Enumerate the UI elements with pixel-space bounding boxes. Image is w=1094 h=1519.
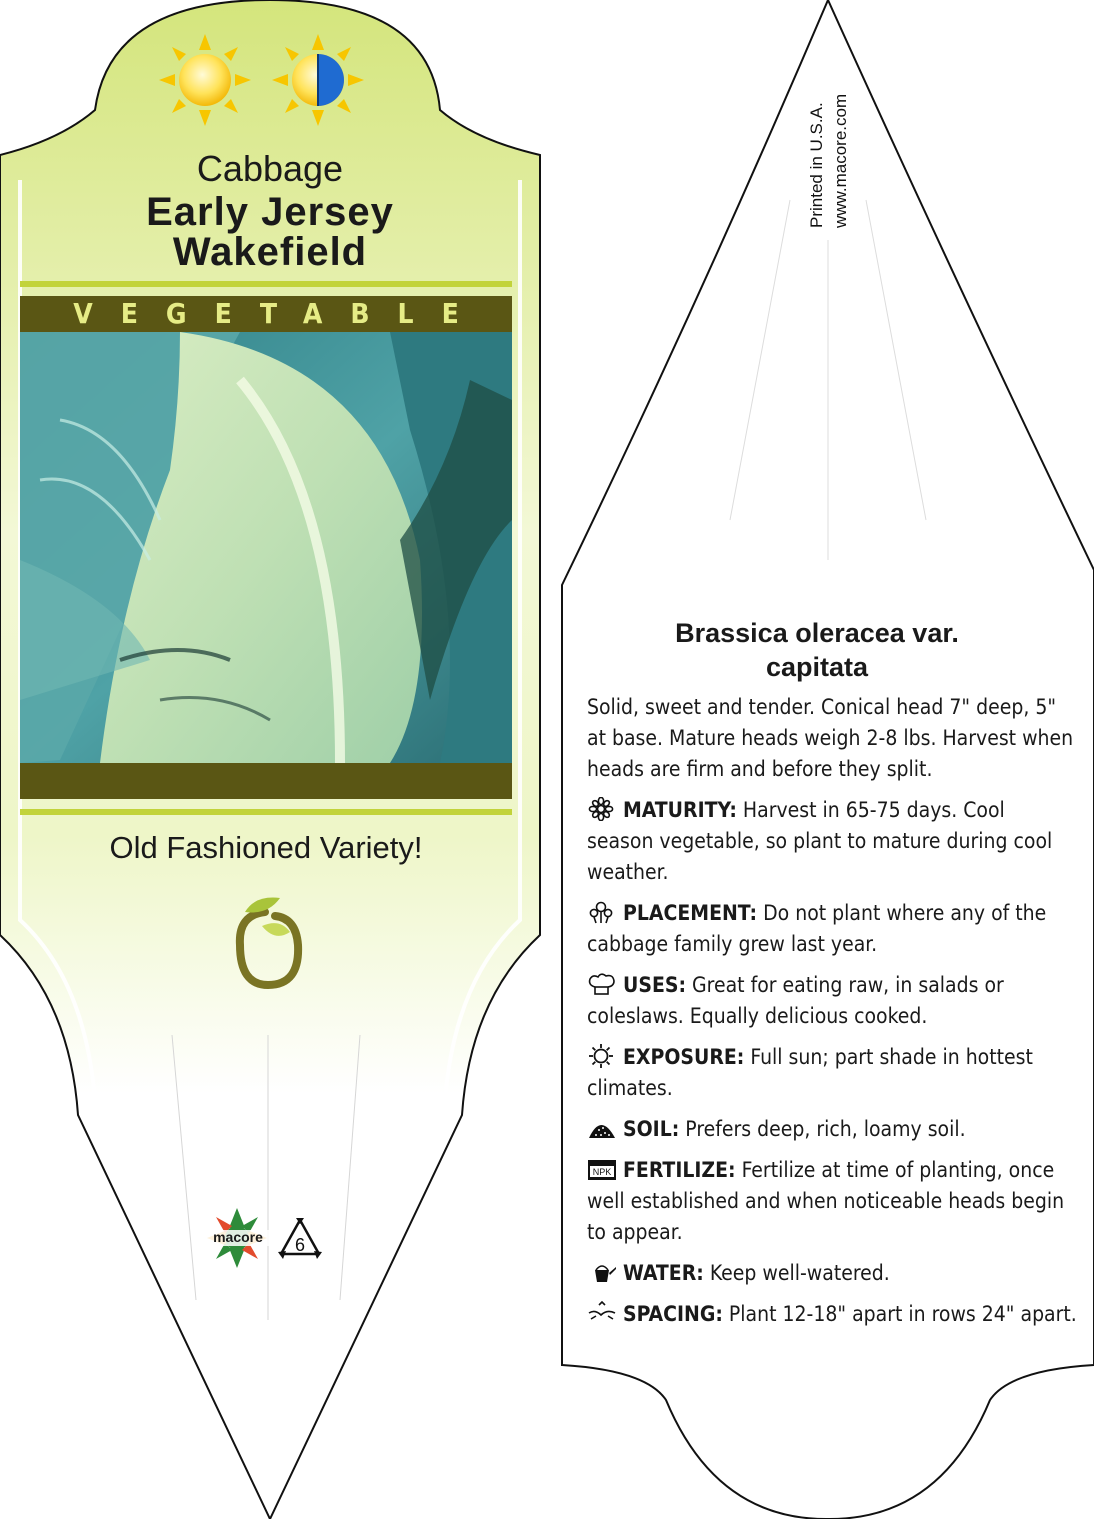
care-text: Harvest in 65-75 days. Cool season vegetable, so plant to mature during cool weather. bbox=[587, 798, 1053, 884]
care-maturity bbox=[587, 795, 1077, 888]
flower-icon bbox=[587, 797, 617, 821]
crop-name: Cabbage bbox=[196, 148, 344, 189]
care-label: SOIL: bbox=[623, 1117, 680, 1141]
plants-icon bbox=[587, 900, 617, 924]
website: www.macore.com bbox=[831, 93, 850, 228]
care-text: Prefers deep, rich, loamy soil. bbox=[685, 1117, 966, 1141]
back-info bbox=[587, 616, 1077, 1340]
variety-name-line2: Wakefield bbox=[172, 230, 368, 274]
care-label: WATER: bbox=[623, 1261, 704, 1285]
care-label: FERTILIZE: bbox=[623, 1158, 736, 1182]
care-text: Full sun; part shade in hottest climates. bbox=[587, 1045, 1033, 1100]
sun-outline-icon bbox=[587, 1044, 617, 1068]
botanical-name-line2: capitata bbox=[765, 652, 869, 682]
care-label: USES: bbox=[623, 973, 687, 997]
variety-name-line1: Early Jersey bbox=[146, 190, 394, 234]
chef-hat-icon bbox=[587, 972, 617, 996]
part-sun-icon bbox=[272, 34, 364, 126]
care-fertilize bbox=[587, 1155, 1077, 1248]
care-soil bbox=[587, 1114, 1077, 1145]
printed-in: Printed in U.S.A. bbox=[807, 102, 826, 228]
care-placement bbox=[587, 898, 1077, 960]
care-spacing bbox=[587, 1299, 1077, 1330]
care-text: Keep well-watered. bbox=[709, 1261, 890, 1285]
care-label: EXPOSURE: bbox=[623, 1045, 745, 1069]
spacing-arrows-icon bbox=[587, 1301, 617, 1325]
care-label: PLACEMENT: bbox=[623, 901, 758, 925]
care-text: Fertilize at time of planting, once well established and when noticeable heads begin to appear. bbox=[587, 1158, 1065, 1244]
care-water bbox=[587, 1258, 1077, 1289]
botanical-name-line1: Brassica oleracea var. bbox=[675, 618, 959, 648]
print-info bbox=[805, 94, 853, 228]
cabbage-photo bbox=[20, 332, 512, 763]
soil-pile-icon bbox=[587, 1116, 617, 1140]
description: Solid, sweet and tender. Conical head 7" deep, 5" at base. Mature heads weigh 2-8 lbs. Harvest when heads are firm and before they split. bbox=[587, 695, 1074, 781]
care-uses bbox=[587, 970, 1077, 1032]
watering-can-icon bbox=[587, 1260, 617, 1284]
full-sun-icon bbox=[159, 34, 251, 126]
npk-icon bbox=[587, 1157, 617, 1181]
care-text: Great for eating raw, in salads or coleslaws. Equally delicious cooked. bbox=[587, 973, 1004, 1028]
tagline: Old Fashioned Variety! bbox=[109, 830, 423, 865]
care-exposure bbox=[587, 1042, 1077, 1104]
care-label: MATURITY: bbox=[623, 798, 737, 822]
npk-label: NPK bbox=[592, 1167, 612, 1177]
photo-bottom-band bbox=[20, 763, 512, 799]
care-text: Plant 12-18" apart in rows 24" apart. bbox=[728, 1302, 1077, 1326]
recycle-number: 6 bbox=[294, 1235, 305, 1255]
care-label: SPACING: bbox=[623, 1302, 723, 1326]
brand-name: macore bbox=[213, 1229, 263, 1245]
category-label: VEGETABLE bbox=[73, 297, 487, 330]
botanical-name bbox=[587, 616, 1047, 684]
care-text: Do not plant where any of the cabbage family grew last year. bbox=[587, 901, 1047, 956]
